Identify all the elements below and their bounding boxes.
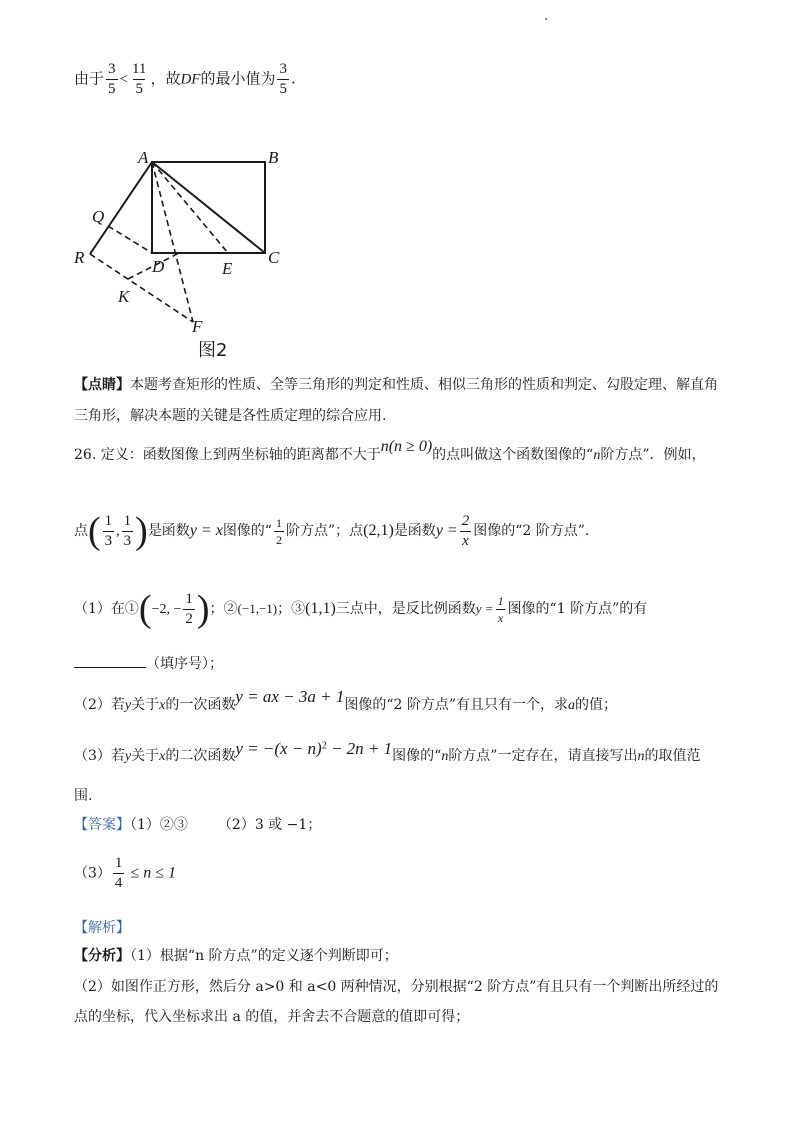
text: 的值； xyxy=(575,697,618,713)
condition-n: n(n ≥ 0) xyxy=(380,438,433,455)
text: 定义：函数图像上到两坐标轴的距离都不大于 xyxy=(100,447,381,463)
text: 图像的“ xyxy=(222,523,272,539)
var-df: DF xyxy=(180,71,201,88)
text: 图像的“ xyxy=(392,748,442,764)
text: （1）在① xyxy=(74,601,139,617)
fenxi-line1 xyxy=(74,949,398,963)
label-f: F xyxy=(192,317,203,336)
segment-ac xyxy=(152,162,265,253)
text: 点 xyxy=(74,523,88,539)
text: 关于 xyxy=(131,697,160,713)
text: 图像的“2 阶方点”有且只有一个，求 xyxy=(344,697,569,713)
var-x: x xyxy=(159,698,166,713)
answer-line xyxy=(74,818,321,832)
answer-2: （2）3 或 −1； xyxy=(217,817,322,833)
fenxi-tag: 【分析】 xyxy=(74,948,130,964)
label-r: R xyxy=(74,248,85,267)
text: 图像的“2 阶方点”． xyxy=(473,523,599,539)
question-number: 26. xyxy=(74,447,97,463)
text: 的取值范 xyxy=(644,748,701,764)
fenxi-line3: 点的坐标，代入坐标求出 a 的值，并舍去不合题意的值即可得； xyxy=(74,1009,470,1025)
label-e: E xyxy=(222,259,233,278)
fraction: $\frac{3}{5}$ xyxy=(108,61,116,97)
line-min-df xyxy=(74,62,296,97)
fraction: $\frac{2}{x}$ xyxy=(461,512,470,549)
text: 图像的“1 阶方点”的有 xyxy=(507,601,648,617)
var-n: n xyxy=(637,749,645,764)
text: 的二次函数 xyxy=(165,748,236,764)
figure-caption: 图2 xyxy=(198,340,228,361)
point-2-1: (2,1) xyxy=(363,522,394,539)
var-y: y xyxy=(124,698,132,713)
text: 是函数 xyxy=(393,523,436,539)
text: 阶方点”；点 xyxy=(285,523,364,539)
text: ；③ xyxy=(277,601,306,617)
fraction-quarter: $\frac{1}{4}$ xyxy=(114,855,123,891)
label-d: D xyxy=(152,257,165,276)
q26-part1-blank-line xyxy=(74,657,223,671)
less-than: < xyxy=(119,71,128,88)
text: （1）根据“n 阶方点”的定义逐个判断即可； xyxy=(130,948,398,964)
fraction: $\frac{1}{x}$ xyxy=(497,593,504,625)
scan-mark xyxy=(545,18,547,20)
q26-part2 xyxy=(74,687,618,713)
jiexi-tag: 【解析】 xyxy=(74,920,130,936)
var-y: y xyxy=(124,749,132,764)
label-a: A xyxy=(138,148,149,167)
var-x: x xyxy=(159,749,166,764)
fraction: $\frac{1}{3}$ xyxy=(104,512,113,549)
text: （2）若 xyxy=(74,697,125,713)
text: 由于 xyxy=(74,69,105,88)
linear-function: y = ax − 3a + 1 xyxy=(235,687,345,706)
q26-part1: （1）在①(−2, − $\frac{1}{2}$ )；②(−1,−1)；③(1,1)三点中，是反比例函数y = $\frac{1}{x}$ 图像的“1 阶方点”的有 xyxy=(74,588,648,630)
dianjing-tag: 【点睛】 xyxy=(74,377,130,393)
dianjing-line1 xyxy=(74,378,718,392)
q26-definition xyxy=(74,438,706,463)
text: . xyxy=(290,69,296,88)
geometry-figure xyxy=(70,140,310,365)
q26-part3 xyxy=(74,739,701,764)
text: 的点叫做这个函数图像的“ xyxy=(432,447,594,463)
text: 的最小值为 xyxy=(200,69,276,88)
answer-3 xyxy=(74,856,176,891)
segment-qd xyxy=(108,226,152,253)
var-n: n xyxy=(593,448,601,463)
label-k: K xyxy=(118,287,130,306)
text: （3） xyxy=(74,865,111,882)
function-lhs: y = xyxy=(475,601,494,616)
text: 阶方点”一定存在，请直接写出 xyxy=(448,748,638,764)
segment-ae xyxy=(152,162,228,253)
text: 三点中，是反比例函数 xyxy=(335,601,476,617)
text: −2, − xyxy=(151,602,182,617)
answer-1: （1）②③ xyxy=(130,817,188,833)
point: (−1,−1) xyxy=(237,601,278,616)
var-a: a xyxy=(568,698,576,713)
text: 是函数 xyxy=(147,523,190,539)
text: （3）若 xyxy=(74,748,125,764)
function-y-x: y = x xyxy=(189,522,223,539)
dianjing-line2: 三角形，解决本题的关键是各性质定理的综合应用. xyxy=(74,408,387,424)
text: 的一次函数 xyxy=(165,697,236,713)
fraction: $\frac{3}{5}$ xyxy=(279,61,287,97)
function-lhs: y = xyxy=(435,522,458,539)
point: (1,1) xyxy=(305,600,336,617)
text: 阶方点”．例如， xyxy=(600,447,706,463)
text: 本题考查矩形的性质、全等三角形的判定和性质、相似三角形的性质和判定、勾股定理、解直角 xyxy=(130,377,718,393)
fenxi-line2: （2）如图作正方形，然后分 a>0 和 a<0 两种情况，分别根据“2 阶方点”有且只有一个判断出所经过的 xyxy=(74,979,719,995)
inequality: ≤ n ≤ 1 xyxy=(126,864,176,882)
text: ，故 xyxy=(150,69,181,88)
q26-example: 点( $\frac{1}{3}$ , $\frac{1}{3}$ )是函数y = x图像的“ $\frac{1}{2}$ 阶方点”；点(2,1)是函数y = $\frac{2}{x}$ 图像的“2 阶方点”． xyxy=(74,510,599,552)
text: （填序号）； xyxy=(146,656,223,672)
fraction-half: $\frac{1}{2}$ xyxy=(275,515,282,547)
var-n: n xyxy=(441,749,449,764)
answer-blank[interactable] xyxy=(74,667,146,668)
fraction: $\frac{1}{2}$ xyxy=(185,590,193,627)
quadratic-function: $y = -(x - n)^2 - 2n + 1$ xyxy=(235,739,393,758)
label-b: B xyxy=(268,148,279,167)
fraction: $\frac{1}{3}$ xyxy=(123,512,132,549)
fraction: $\frac{11}{5}$ xyxy=(131,61,147,97)
answer-tag: 【答案】 xyxy=(74,817,130,833)
q26-part3-cont: 围. xyxy=(74,788,93,804)
label-c: C xyxy=(268,248,280,267)
label-q: Q xyxy=(92,207,105,226)
text: ；② xyxy=(209,601,238,617)
text: 关于 xyxy=(131,748,160,764)
